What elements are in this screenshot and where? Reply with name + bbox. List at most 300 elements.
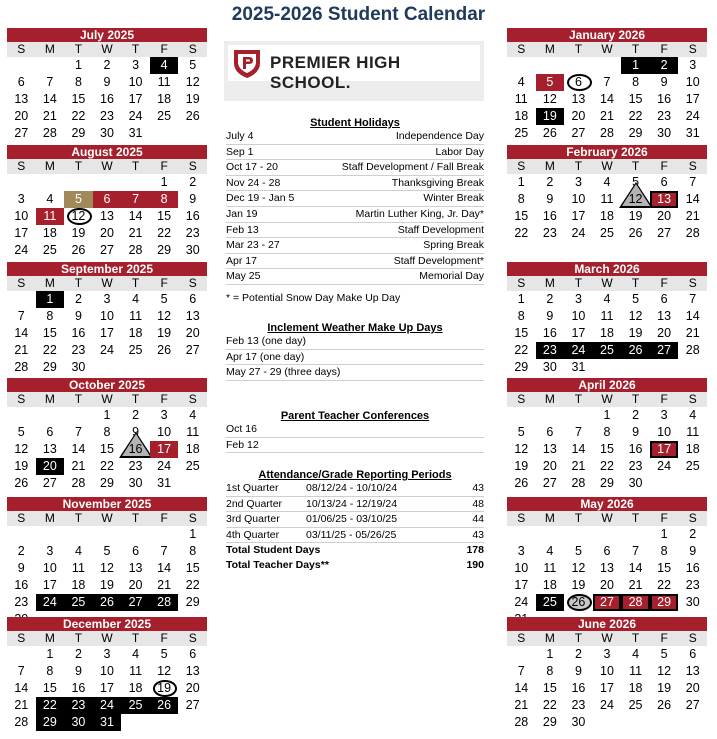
day-cell xyxy=(150,663,179,680)
day-number: 13 xyxy=(657,309,672,323)
quarter-days: 43 xyxy=(472,482,484,494)
day-number: 9 xyxy=(103,75,111,89)
day-number: 4 xyxy=(74,544,82,558)
day-number: 7 xyxy=(517,664,525,678)
day-number: 10 xyxy=(685,75,700,89)
day-number: 22 xyxy=(542,698,557,712)
day-cell xyxy=(178,407,207,424)
day-number: 6 xyxy=(189,647,197,661)
day-cell xyxy=(621,594,650,611)
day-number: 10 xyxy=(571,192,586,206)
day-number: 22 xyxy=(157,226,172,240)
day-cell xyxy=(121,543,150,560)
month-6 xyxy=(507,28,707,142)
day-number: 24 xyxy=(42,595,57,609)
day-number: 26 xyxy=(71,243,86,257)
day-grid xyxy=(507,174,707,242)
day-number: 17 xyxy=(14,226,29,240)
day-cell xyxy=(36,663,65,680)
weekday-label: W xyxy=(101,631,113,645)
month-title: February 2026 xyxy=(507,145,707,159)
day-cell xyxy=(93,225,122,242)
day-cell xyxy=(678,680,707,697)
day-number: 18 xyxy=(185,442,200,456)
day-number: 28 xyxy=(600,126,614,140)
day-number: 7 xyxy=(132,192,140,206)
weekday-header xyxy=(507,42,707,57)
day-cell xyxy=(593,424,622,441)
day-cell xyxy=(621,342,650,359)
day-number: 18 xyxy=(685,442,700,456)
day-cell xyxy=(593,125,622,142)
day-cell xyxy=(7,125,36,142)
day-cell xyxy=(93,458,122,475)
day-number: 16 xyxy=(628,442,643,456)
weekday-label: W xyxy=(601,392,613,406)
quarter-range: 03/11/25 - 05/26/25 xyxy=(306,528,397,541)
holiday-row xyxy=(226,129,484,145)
month-title: July 2025 xyxy=(7,28,207,42)
day-number: 21 xyxy=(14,343,29,357)
day-cell xyxy=(93,714,122,731)
day-number: 5 xyxy=(517,425,525,439)
day-cell xyxy=(507,560,536,577)
day-cell xyxy=(621,291,650,308)
weekday-label: M xyxy=(44,631,55,645)
day-cell xyxy=(593,646,622,663)
day-number: 24 xyxy=(514,595,529,609)
day-cell xyxy=(621,646,650,663)
day-number: 6 xyxy=(46,425,54,439)
day-number: 23 xyxy=(14,595,29,609)
day-number: 18 xyxy=(600,326,614,340)
day-number: 11 xyxy=(600,309,614,323)
weekday-label: W xyxy=(601,276,613,290)
day-cell xyxy=(150,225,179,242)
day-cell xyxy=(7,242,36,259)
day-number: 20 xyxy=(571,109,586,123)
day-cell xyxy=(150,308,179,325)
day-cell xyxy=(536,441,565,458)
weekday-label: T xyxy=(131,631,140,645)
day-number: 15 xyxy=(100,442,114,456)
day-cell xyxy=(507,714,536,731)
day-cell xyxy=(36,291,65,308)
month-11 xyxy=(507,617,707,731)
weekday-label: S xyxy=(517,631,526,645)
weekday-label: S xyxy=(688,159,697,173)
day-number: 11 xyxy=(186,425,200,439)
day-cell xyxy=(178,577,207,594)
day-number: 30 xyxy=(685,595,700,609)
day-cell xyxy=(178,441,207,458)
day-number: 16 xyxy=(542,326,557,340)
day-cell xyxy=(121,91,150,108)
day-number: 25 xyxy=(685,459,700,473)
empty-cell xyxy=(593,526,622,543)
holiday-name: Staff Development xyxy=(397,223,484,236)
day-cell xyxy=(593,594,622,611)
holiday-row xyxy=(226,269,484,285)
day-number: 14 xyxy=(128,209,143,223)
day-cell xyxy=(678,57,707,74)
day-number: 15 xyxy=(657,561,672,575)
day-cell xyxy=(121,663,150,680)
day-number: 17 xyxy=(571,326,586,340)
day-cell xyxy=(507,308,536,325)
day-cell xyxy=(593,91,622,108)
day-cell xyxy=(7,441,36,458)
day-number: 1 xyxy=(632,58,640,72)
attendance-periods xyxy=(226,469,484,573)
day-cell xyxy=(593,543,622,560)
day-number: 22 xyxy=(100,459,114,473)
weekday-label: S xyxy=(688,631,697,645)
day-number: 24 xyxy=(657,459,672,473)
day-number: 7 xyxy=(574,425,582,439)
day-cell xyxy=(7,697,36,714)
day-cell xyxy=(36,646,65,663)
total-teacher-label: Total Teacher Days** xyxy=(226,558,329,571)
day-cell xyxy=(36,560,65,577)
day-number: 16 xyxy=(71,681,86,695)
day-cell xyxy=(93,325,122,342)
school-name: PREMIER HIGH SCHOOL. xyxy=(270,53,401,92)
day-cell xyxy=(564,74,593,91)
day-cell xyxy=(150,441,179,458)
month-10 xyxy=(507,497,707,628)
day-cell xyxy=(64,125,93,142)
day-number: 12 xyxy=(514,442,529,456)
day-number: 17 xyxy=(157,442,172,456)
day-cell xyxy=(93,342,122,359)
weekday-label: S xyxy=(517,276,526,290)
day-cell xyxy=(507,543,536,560)
day-cell xyxy=(678,308,707,325)
day-cell xyxy=(178,680,207,697)
day-cell xyxy=(536,646,565,663)
day-number: 25 xyxy=(628,698,643,712)
day-cell xyxy=(564,560,593,577)
day-number: 19 xyxy=(542,109,557,123)
day-cell xyxy=(36,543,65,560)
day-number: 18 xyxy=(157,92,172,106)
day-cell xyxy=(7,359,36,376)
day-number: 9 xyxy=(660,75,668,89)
day-number: 1 xyxy=(546,647,554,661)
day-cell xyxy=(178,191,207,208)
day-number: 19 xyxy=(514,459,529,473)
day-cell xyxy=(678,91,707,108)
day-cell xyxy=(678,543,707,560)
empty-cell xyxy=(507,57,536,74)
weekday-label: M xyxy=(44,276,55,290)
day-cell xyxy=(7,74,36,91)
day-cell xyxy=(64,475,93,492)
weekday-label: W xyxy=(101,276,113,290)
day-number: 13 xyxy=(571,92,586,106)
day-number: 9 xyxy=(74,309,82,323)
day-cell xyxy=(121,125,150,142)
day-grid xyxy=(7,526,207,628)
quarter-days: 48 xyxy=(472,497,484,510)
day-number: 20 xyxy=(657,209,672,223)
day-number: 13 xyxy=(657,192,672,206)
day-cell xyxy=(621,407,650,424)
conferences-title: Parent Teacher Conferences xyxy=(280,410,430,422)
day-cell xyxy=(150,242,179,259)
day-cell xyxy=(650,291,679,308)
day-number: 24 xyxy=(100,343,114,357)
day-number: 6 xyxy=(546,425,554,439)
day-number: 7 xyxy=(632,544,640,558)
day-number: 15 xyxy=(42,326,57,340)
day-number: 22 xyxy=(600,459,614,473)
month-title: April 2026 xyxy=(507,378,707,392)
day-cell xyxy=(536,225,565,242)
day-cell xyxy=(507,424,536,441)
day-number: 13 xyxy=(185,309,200,323)
day-number: 4 xyxy=(160,58,168,72)
day-cell xyxy=(678,291,707,308)
day-cell xyxy=(36,594,65,611)
day-cell xyxy=(178,108,207,125)
weather-date: May 27 - 29 (three days) xyxy=(226,366,341,379)
holiday-date: May 25 xyxy=(226,270,261,283)
weekday-label: F xyxy=(160,631,168,645)
day-cell xyxy=(593,407,622,424)
day-cell xyxy=(36,74,65,91)
weekday-label: S xyxy=(688,42,697,56)
day-number: 25 xyxy=(600,343,614,357)
day-cell xyxy=(7,543,36,560)
weekday-label: M xyxy=(544,511,555,525)
day-number: 12 xyxy=(571,561,586,575)
day-cell xyxy=(507,191,536,208)
day-number: 10 xyxy=(100,664,114,678)
day-number: 14 xyxy=(628,561,643,575)
day-number: 4 xyxy=(603,175,611,189)
weather-date: Feb 13 (one day) xyxy=(226,335,306,347)
day-cell xyxy=(678,325,707,342)
day-cell xyxy=(621,697,650,714)
conferences xyxy=(226,410,484,453)
day-number: 29 xyxy=(600,476,614,490)
day-number: 2 xyxy=(103,58,111,72)
empty-cell xyxy=(507,407,536,424)
weekday-label: M xyxy=(544,159,555,173)
day-number: 15 xyxy=(514,209,529,223)
day-cell xyxy=(678,424,707,441)
day-cell xyxy=(150,291,179,308)
day-number: 3 xyxy=(160,408,168,422)
weekday-label: M xyxy=(544,631,555,645)
day-cell xyxy=(36,458,65,475)
day-number: 1 xyxy=(103,408,111,422)
day-number: 4 xyxy=(132,292,140,306)
weekday-label: S xyxy=(17,511,26,525)
day-cell xyxy=(621,680,650,697)
day-number: 27 xyxy=(657,343,672,357)
day-number: 28 xyxy=(514,715,529,729)
day-cell xyxy=(93,108,122,125)
day-cell xyxy=(650,458,679,475)
day-grid xyxy=(7,407,207,492)
day-cell xyxy=(593,325,622,342)
day-cell xyxy=(507,594,536,611)
empty-cell xyxy=(64,526,93,543)
day-number: 30 xyxy=(571,715,586,729)
day-cell xyxy=(121,594,150,611)
day-cell xyxy=(564,663,593,680)
weekday-label: S xyxy=(17,392,26,406)
day-cell xyxy=(64,441,93,458)
day-cell xyxy=(564,359,593,376)
day-number: 3 xyxy=(574,175,582,189)
day-number: 23 xyxy=(128,459,143,473)
day-number: 2 xyxy=(689,527,697,541)
day-cell xyxy=(507,291,536,308)
day-cell xyxy=(593,225,622,242)
day-cell xyxy=(650,57,679,74)
day-number: 20 xyxy=(657,326,672,340)
day-cell xyxy=(36,577,65,594)
empty-cell xyxy=(7,57,36,74)
day-number: 4 xyxy=(189,408,197,422)
day-cell xyxy=(150,680,179,697)
day-number: 14 xyxy=(685,192,700,206)
day-cell xyxy=(36,325,65,342)
day-number: 11 xyxy=(600,192,614,206)
day-number: 5 xyxy=(74,192,82,206)
day-cell xyxy=(564,308,593,325)
day-cell xyxy=(564,441,593,458)
day-cell xyxy=(621,663,650,680)
weekday-label: M xyxy=(44,511,55,525)
day-cell xyxy=(536,191,565,208)
day-cell xyxy=(64,325,93,342)
day-number: 24 xyxy=(600,698,614,712)
weekday-label: T xyxy=(631,42,640,56)
weekday-label: F xyxy=(160,159,168,173)
day-cell xyxy=(7,560,36,577)
day-cell xyxy=(564,191,593,208)
day-number: 17 xyxy=(100,681,114,695)
day-number: 5 xyxy=(17,425,25,439)
day-number: 4 xyxy=(632,647,640,661)
day-cell xyxy=(178,208,207,225)
day-cell xyxy=(121,242,150,259)
day-number: 18 xyxy=(542,578,557,592)
day-number: 24 xyxy=(685,109,700,123)
day-cell xyxy=(536,291,565,308)
day-cell xyxy=(650,208,679,225)
day-number: 12 xyxy=(14,442,29,456)
day-cell xyxy=(507,577,536,594)
holiday-date: Feb 13 xyxy=(226,223,259,236)
day-number: 30 xyxy=(71,715,86,729)
day-number: 24 xyxy=(100,698,114,712)
day-cell xyxy=(178,225,207,242)
day-number: 4 xyxy=(517,75,525,89)
weekday-label: T xyxy=(631,392,640,406)
day-number: 2 xyxy=(660,58,668,72)
day-cell xyxy=(678,577,707,594)
day-grid xyxy=(507,407,707,492)
day-number: 28 xyxy=(14,715,29,729)
day-cell xyxy=(7,424,36,441)
day-number: 19 xyxy=(14,459,29,473)
empty-cell xyxy=(36,526,65,543)
day-number: 1 xyxy=(517,292,525,306)
day-cell xyxy=(150,424,179,441)
day-number: 3 xyxy=(103,647,111,661)
weekday-label: F xyxy=(660,631,668,645)
day-number: 21 xyxy=(685,209,700,223)
day-cell xyxy=(650,424,679,441)
empty-cell xyxy=(7,646,36,663)
day-number: 22 xyxy=(42,343,57,357)
weekday-label: T xyxy=(574,631,583,645)
weekday-label: S xyxy=(688,511,697,525)
day-cell xyxy=(36,441,65,458)
day-cell xyxy=(121,74,150,91)
day-number: 3 xyxy=(574,292,582,306)
day-cell xyxy=(150,577,179,594)
empty-cell xyxy=(593,57,622,74)
month-8 xyxy=(507,262,707,376)
day-number: 1 xyxy=(517,175,525,189)
day-cell xyxy=(536,424,565,441)
day-cell xyxy=(7,663,36,680)
day-cell xyxy=(178,325,207,342)
weekday-label: T xyxy=(131,276,140,290)
day-cell xyxy=(536,594,565,611)
day-number: 3 xyxy=(17,192,25,206)
day-number: 25 xyxy=(600,226,614,240)
day-number: 4 xyxy=(132,647,140,661)
day-number: 27 xyxy=(185,343,200,357)
day-cell xyxy=(150,475,179,492)
day-number: 17 xyxy=(685,92,700,106)
day-number: 27 xyxy=(100,243,114,257)
day-number: 2 xyxy=(546,175,554,189)
day-cell xyxy=(621,208,650,225)
weekday-header xyxy=(507,631,707,646)
day-number: 21 xyxy=(514,698,529,712)
day-cell xyxy=(36,225,65,242)
quarter-label: 2nd Quarter xyxy=(226,497,283,510)
day-number: 31 xyxy=(571,360,586,374)
day-cell xyxy=(536,697,565,714)
day-cell xyxy=(650,91,679,108)
weekday-label: S xyxy=(517,511,526,525)
day-cell xyxy=(678,342,707,359)
quarter-label: 3rd Quarter xyxy=(226,513,280,526)
day-number: 16 xyxy=(100,92,114,106)
day-number: 25 xyxy=(514,126,529,140)
weather-row xyxy=(226,334,484,350)
day-cell xyxy=(650,577,679,594)
day-number: 6 xyxy=(689,647,697,661)
empty-cell xyxy=(564,57,593,74)
day-number: 16 xyxy=(185,209,200,223)
day-number: 24 xyxy=(571,226,586,240)
day-cell xyxy=(650,697,679,714)
day-cell xyxy=(64,74,93,91)
day-cell xyxy=(678,74,707,91)
day-number: 7 xyxy=(74,425,82,439)
